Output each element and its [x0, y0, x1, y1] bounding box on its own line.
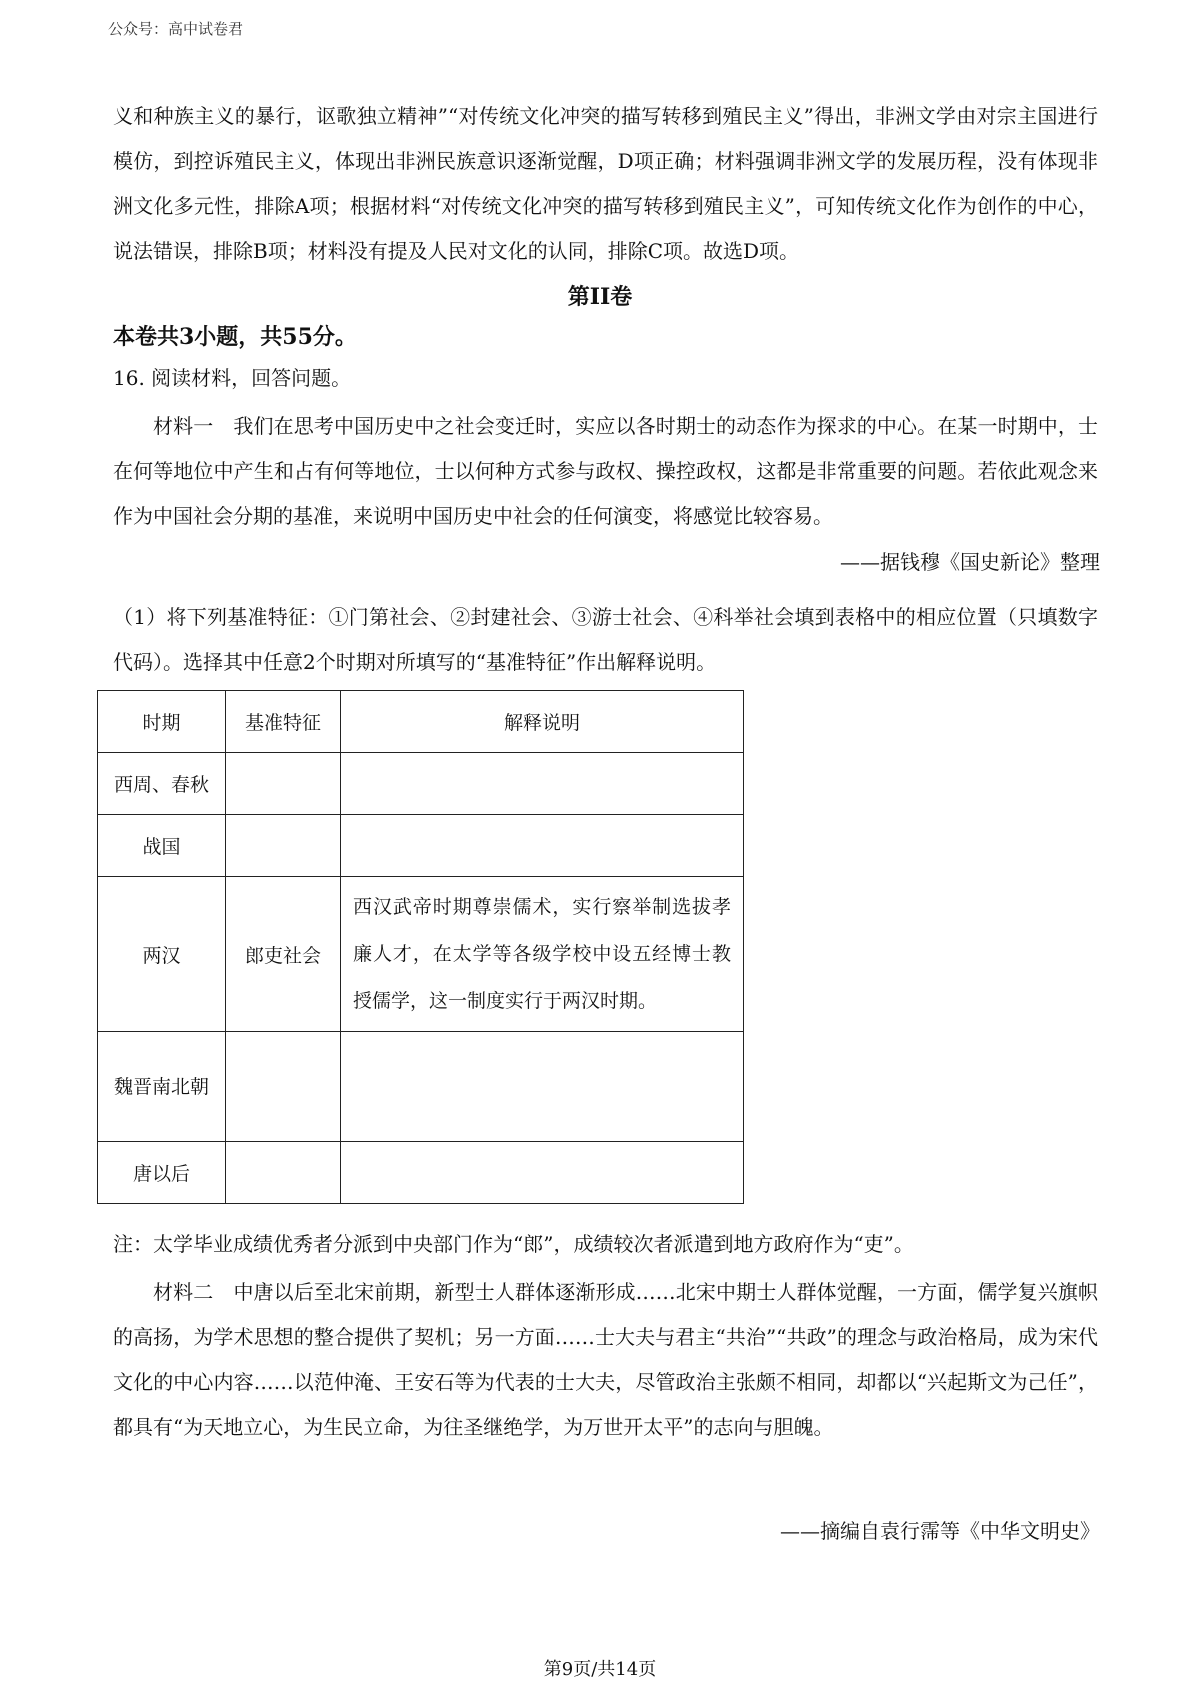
feature-cell: [226, 753, 341, 815]
feature-cell: [226, 815, 341, 877]
section-title: 第II卷: [567, 284, 633, 310]
explain-cell: [341, 1142, 744, 1204]
table-header-explain: 解释说明: [341, 691, 744, 753]
section-note: 本卷共3小题，共55分。: [113, 324, 357, 350]
table-header-period: 时期: [98, 691, 226, 753]
explain-cell: [341, 753, 744, 815]
period-cell: 西周、春秋: [98, 753, 226, 815]
feature-cell: [226, 1142, 341, 1204]
table-header-feature: 基准特征: [226, 691, 341, 753]
period-cell: 唐以后: [98, 1142, 226, 1204]
table-note: 注：太学毕业成绩优秀者分派到中央部门作为“郎”，成绩较次者派遣到地方政府作为“吏”。: [113, 1232, 914, 1256]
material-two: 材料二 中唐以后至北宋前期，新型士人群体逐渐形成……北宋中期士人群体觉醒，一方面，儒学复兴旗帜的高扬，为学术思想的整合提供了契机；另一方面……士大夫与君主“共治”“共政”的理念与政治格局，成为宋代文化的中心内容……以范仲淹、王安石等为代表的士大夫，尽管政治主张颇不相同，却都以“兴起斯文为己任”，都具有“为天地立心，为生民立命，为往圣继绝学，为万世开太平”的志向与胆魄。: [113, 1280, 1098, 1439]
table-row: [98, 877, 744, 1032]
feature-cell: [226, 1032, 341, 1142]
table-row: [98, 815, 744, 877]
table-row: [98, 1142, 744, 1204]
explain-cell: [341, 815, 744, 877]
intro-paragraph: 义和种族主义的暴行，讴歌独立精神”“对传统文化冲突的描写转移到殖民主义”得出，非洲文学由对宗主国进行模仿，到控诉殖民主义，体现出非洲民族意识逐渐觉醒，D项正确；材料强调非洲文学的发展历程，没有体现非洲文化多元性，排除A项；根据材料“对传统文化冲突的描写转移到殖民主义”，可知传统文化作为创作的中心，说法错误，排除B项；材料没有提及人民对文化的认同，排除C项。故选D项。: [113, 104, 1098, 263]
material-one-source: ——据钱穆《国史新论》整理: [840, 550, 1100, 574]
material-two-source: ——摘编自袁行霈等《中华文明史》: [780, 1519, 1100, 1543]
page-number: 第9页/共14页: [543, 1659, 657, 1680]
question-16-label: 16. 阅读材料，回答问题。: [113, 366, 352, 390]
table-header-row: [98, 691, 744, 753]
watermark-text: 公众号：高中试卷君: [108, 20, 244, 38]
table-row: [98, 1032, 744, 1142]
material-one: 材料一 我们在思考中国历史中之社会变迁时，实应以各时期士的动态作为探求的中心。在某一时期中，士在何等地位中产生和占有何等地位，士以何种方式参与政权、操控政权，这都是非常重要的问题。若依此观念来作为中国社会分期的基准，来说明中国历史中社会的任何演变，将感觉比较容易。: [113, 414, 1098, 528]
explain-cell: [341, 1032, 744, 1142]
period-cell: 两汉: [98, 877, 226, 1032]
sub-question-1: （1）将下列基准特征：①门第社会、②封建社会、③游士社会、④科举社会填到表格中的相应位置（只填数字代码）。选择其中任意2个时期对所填写的“基准特征”作出解释说明。: [113, 605, 1098, 674]
explain-cell: 西汉武帝时期尊崇儒术，实行察举制选拔孝廉人才，在太学等各级学校中设五经博士教授儒学，这一制度实行于两汉时期。: [341, 877, 744, 1032]
period-cell: 战国: [98, 815, 226, 877]
table-row: [98, 753, 744, 815]
feature-cell: 郎吏社会: [226, 877, 341, 1032]
feature-table: [97, 690, 744, 1204]
period-cell: 魏晋南北朝: [98, 1032, 226, 1142]
